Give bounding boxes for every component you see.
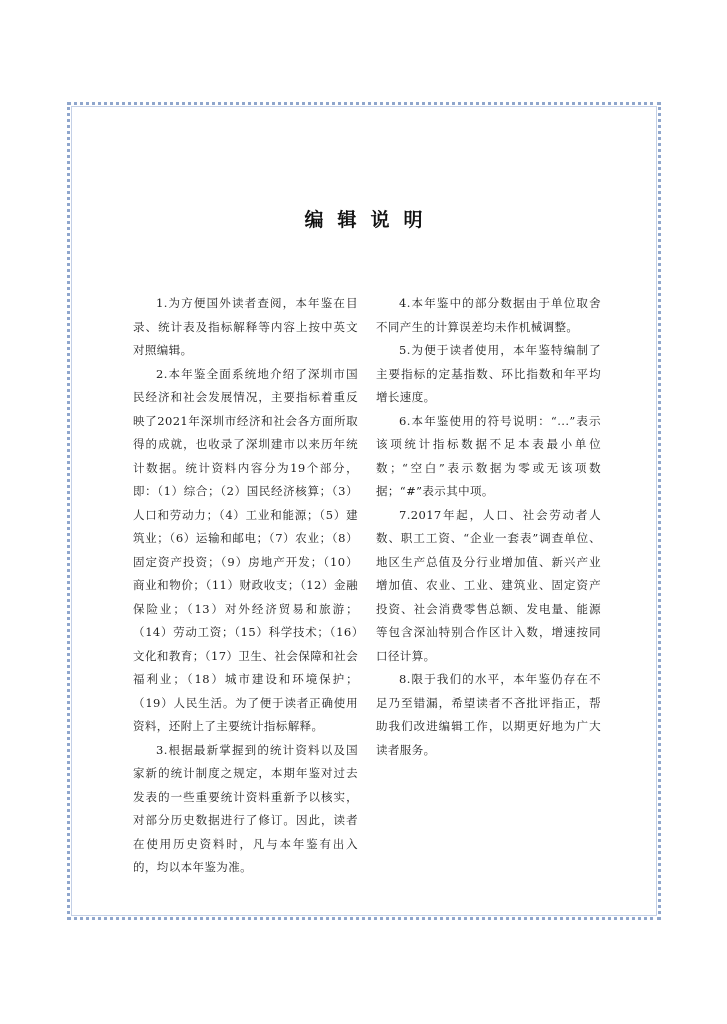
paragraph-3: 3.根据最新掌握到的统计资料以及国家新的统计制度之规定，本期年鉴对过去发表的一些重要统计资料重新予以核实，对部分历史数据进行了修订。因此，读者在使用历史资料时，凡与本年鉴有出入的，均以本年鉴为准。 xyxy=(133,742,358,874)
paragraph-4: 4.本年鉴中的部分数据由于单位取舍不同产生的计算误差均未作机械调整。 xyxy=(376,296,601,334)
paragraph-8: 8.限于我们的水平，本年鉴仍存在不足乃至错漏，希望读者不吝批评指正，帮助我们改进编辑工作，以期更好地为广大读者服务。 xyxy=(376,672,601,757)
page-title: 编辑说明 xyxy=(304,209,437,231)
paragraph-6: 6.本年鉴使用的符号说明：“...”表示该项统计指标数据不足本表最小单位数；“空白”表示数据为零或无该项数据；“#”表示其中项。 xyxy=(376,413,601,498)
right-column xyxy=(376,292,601,762)
paragraph-1: 1.为方便国外读者查阅，本年鉴在目录、统计表及指标解释等内容上按中英文对照编辑。 xyxy=(133,296,358,357)
paragraph-5: 5.为便于读者使用，本年鉴特编制了主要指标的定基指数、环比指数和年平均增长速度。 xyxy=(376,343,601,404)
paragraph-7: 7.2017年起，人口、社会劳动者人数、职工工资、“企业一套表”调查单位、地区生产总值及分行业增加值、新兴产业增加值、农业、工业、建筑业、固定资产投资、社会消费零售总额、发电量、能源等包含深汕特别合作区计入数，增速按同口径计算。 xyxy=(376,507,601,663)
paragraph-2: 2.本年鉴全面系统地介绍了深圳市国民经济和社会发展情况，主要指标着重反映了2021年深圳市经济和社会各方面所取得的成就，也收录了深圳建市以来历年统计数据。统计资料内容分为19个部分，即：（1）综合；（2）国民经济核算；（3）人口和劳动力；（4）工业和能源；（5）建筑业；（6）运输和邮电；（7）农业；（8）固定资产投资；（9）房地产开发；（10）商业和物价；（11）财政收支；（12）金融保险业；（13）对外经济贸易和旅游；（14）劳动工资；（15）科学技术；（16）文化和教育；（17）卫生、社会保障和社会福利业；（18）城市建设和环境保护；（19）人民生活。为了便于读者正确使用资料，还附上了主要统计指标解释。 xyxy=(133,366,358,733)
left-column xyxy=(133,292,358,880)
